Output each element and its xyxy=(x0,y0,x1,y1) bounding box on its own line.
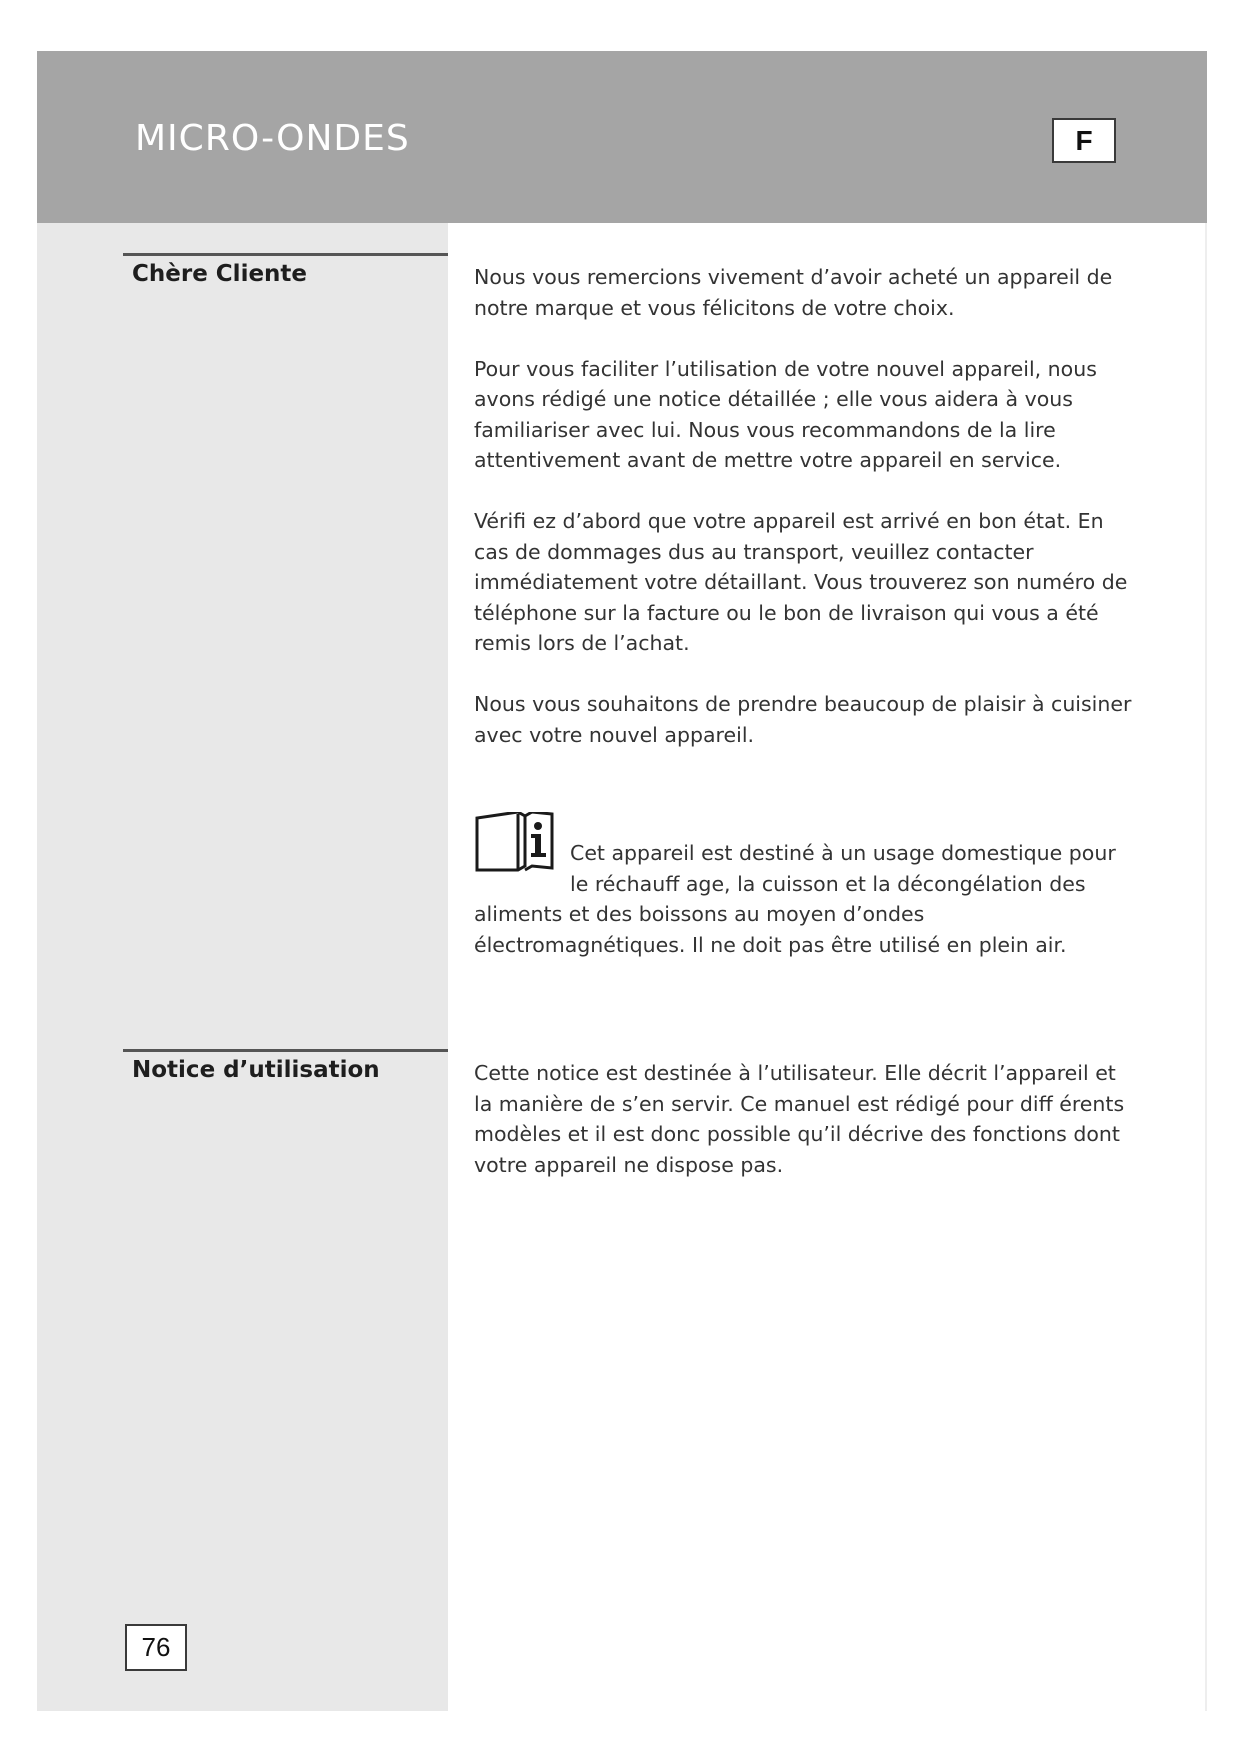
sidebar xyxy=(37,223,448,1711)
page-title: MICRO-ONDES xyxy=(135,118,410,159)
section-rule xyxy=(123,253,448,256)
paragraph: Nous vous remercions vivement d’avoir acheté un appareil de notre marque et vous félicitons de votre choix. xyxy=(474,265,1113,320)
language-badge: F xyxy=(1052,118,1116,163)
info-note xyxy=(474,808,1134,960)
section-title-chere-cliente: Chère Cliente xyxy=(132,261,308,287)
info-book-icon xyxy=(474,812,570,872)
paragraph: Pour vous faciliter l’utilisation de votre nouvel appareil, nous avons rédigé une notice détaillée ; elle vous aidera à vous familiariser avec lui. Nous vous recommandons de la lire attentivement avant de mettre votre appareil en service. xyxy=(474,356,1097,472)
paragraph: Vérifi ez d’abord que votre appareil est arrivé en bon état. En cas de dommages dus au transport, veuillez contacter immédiatement votre détaillant. Vous trouverez son numéro de téléphone sur la facture ou le bon de livraison qui vous a été remis lors de l’achat. xyxy=(474,509,1128,655)
section-title-notice: Notice d’utilisation xyxy=(132,1057,380,1083)
right-border xyxy=(1205,223,1207,1711)
page-number: 76 xyxy=(125,1624,187,1671)
paragraph: Cette notice est destinée à l’utilisateur. Elle décrit l’appareil et la manière de s’en servir. Ce manuel est rédigé pour diff érents modèles et il est donc possible qu’il décrive des fonctions dont votre appareil ne dispose pas. xyxy=(474,1061,1125,1177)
paragraph: Nous vous souhaitons de prendre beaucoup de plaisir à cuisiner avec votre nouvel appareil. xyxy=(474,692,1132,747)
section-body-chere-cliente xyxy=(474,262,1134,781)
section-body-notice xyxy=(474,1058,1134,1211)
info-note-text: Cet appareil est destiné à un usage domestique pour le réchauff age, la cuisson et la décongélation des aliments et des boissons au moyen d’ondes électromagnétiques. Il ne doit pas être utilisé en plein air. xyxy=(474,841,1116,957)
section-rule xyxy=(123,1049,448,1052)
